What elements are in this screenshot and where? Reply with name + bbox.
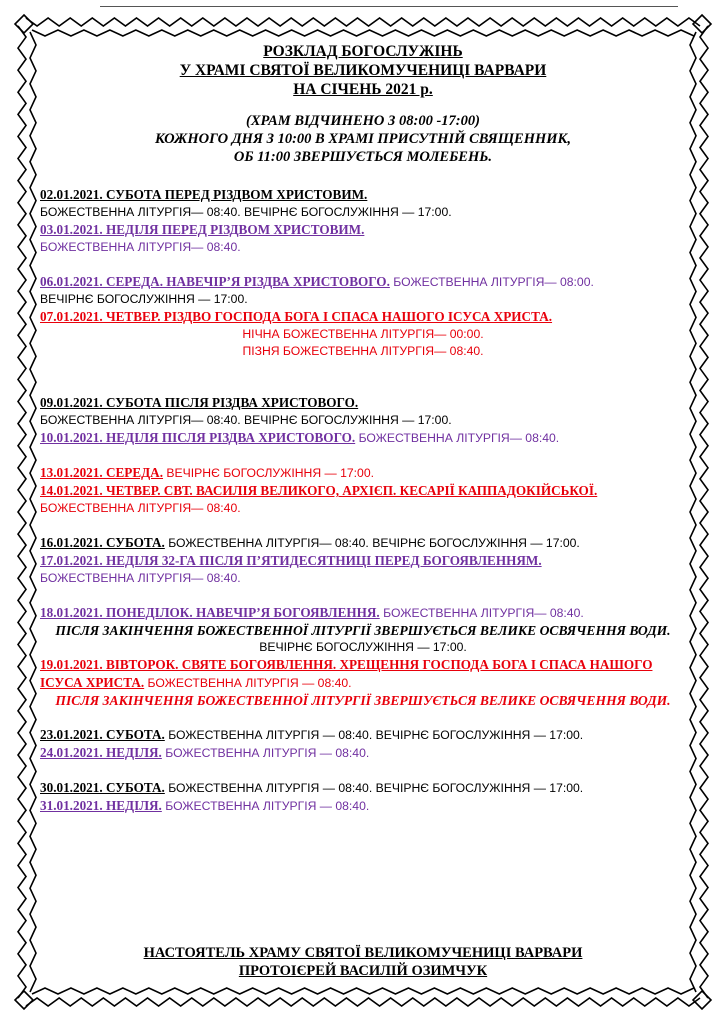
entry-services: БОЖЕСТВЕННА ЛІТУРГІЯ — 08:40. ВЕЧІРНЄ БОГОСЛУЖІННЯ — 17:00. bbox=[164, 728, 584, 742]
moleben-note: ОБ 11:00 ЗВЕРШУЄТЬСЯ МОЛЕБЕНЬ. bbox=[233, 149, 493, 165]
entry-10-01 bbox=[40, 429, 686, 447]
entry-services: БОЖЕСТВЕННА ЛІТУРГІЯ — 08:40. ВЕЧІРНЄ БОГОСЛУЖІННЯ — 17:00. bbox=[164, 781, 584, 795]
entry-17-01 bbox=[40, 552, 686, 570]
entry-07-01-late-liturgy: ПІЗНЯ БОЖЕСТВЕННА ЛІТУРГІЯ— 08:40. bbox=[242, 344, 484, 358]
entry-services: ВЕЧІРНЄ БОГОСЛУЖІННЯ — 17:00. bbox=[163, 466, 375, 480]
entry-services: БОЖЕСТВЕННА ЛІТУРГІЯ— 08:00. bbox=[389, 275, 594, 289]
entry-09-01-services: БОЖЕСТВЕННА ЛІТУРГІЯ— 08:40. ВЕЧІРНЄ БОГОСЛУЖІННЯ — 17:00. bbox=[40, 413, 452, 427]
entry-date: 14.01.2021. ЧЕТВЕР. СВТ. ВАСИЛІЯ ВЕЛИКОГО, АРХІЄП. КЕСАРІЇ КАППАДОКІЙСЬКОЇ. bbox=[40, 483, 598, 498]
entry-14-01-services: БОЖЕСТВЕННА ЛІТУРГІЯ— 08:40. bbox=[40, 501, 241, 515]
entry-07-01 bbox=[40, 308, 686, 326]
opening-hours: (ХРАМ ВІДЧИНЕНО З 08:00 -17:00) bbox=[246, 113, 480, 129]
entry-date: 31.01.2021. НЕДІЛЯ. bbox=[40, 798, 162, 813]
entry-date: 30.01.2021. СУБОТА. bbox=[40, 780, 165, 795]
priest-present-note: КОЖНОГО ДНЯ З 10:00 В ХРАМІ ПРИСУТНІЙ СВЯЩЕННИК, bbox=[154, 131, 572, 147]
entry-09-01 bbox=[40, 394, 686, 412]
entry-date: 03.01.2021. НЕДІЛЯ ПЕРЕД РІЗДВОМ ХРИСТОВИМ. bbox=[40, 222, 365, 237]
border-zigzag bbox=[32, 30, 694, 36]
border-zigzag bbox=[18, 26, 26, 998]
entry-date: 06.01.2021. СЕРЕДА. НАВЕЧІР’Я РІЗДВА ХРИСТОВОГО. bbox=[40, 274, 390, 289]
entry-date: 02.01.2021. СУБОТА ПЕРЕД РІЗДВОМ ХРИСТОВИМ. bbox=[40, 187, 368, 202]
entry-services: БОЖЕСТВЕННА ЛІТУРГІЯ — 08:40. bbox=[161, 799, 370, 813]
entry-23-01 bbox=[40, 726, 686, 744]
border-corner bbox=[693, 15, 711, 33]
border-zigzag bbox=[26, 18, 700, 26]
entry-date: 19.01.2021. ВІВТОРОК. СВЯТЕ БОГОЯВЛЕННЯ. ХРЕЩЕННЯ ГОСПОДА БОГА І СПАСА НАШОГО ІСУСА ХРИСТА. bbox=[40, 657, 653, 690]
month-title: НА СІЧЕНЬ 2021 р. bbox=[293, 81, 433, 98]
border-zigzag bbox=[30, 32, 36, 992]
border-corner bbox=[15, 15, 33, 33]
entry-date: 07.01.2021. ЧЕТВЕР. РІЗДВО ГОСПОДА БОГА І СПАСА НАШОГО ІСУСА ХРИСТА. bbox=[40, 309, 553, 324]
entry-07-01-night-liturgy: НІЧНА БОЖЕСТВЕННА ЛІТУРГІЯ— 00:00. bbox=[242, 327, 484, 341]
entry-services: БОЖЕСТВЕННА ЛІТУРГІЯ— 08:40. ВЕЧІРНЄ БОГОСЛУЖІННЯ — 17:00. bbox=[164, 536, 580, 550]
entry-16-01 bbox=[40, 534, 686, 552]
border-zigzag bbox=[26, 998, 700, 1006]
entry-02-01-services: БОЖЕСТВЕННА ЛІТУРГІЯ— 08:40. ВЕЧІРНЄ БОГОСЛУЖІННЯ — 17:00. bbox=[40, 205, 452, 219]
entry-services: БОЖЕСТВЕННА ЛІТУРГІЯ— 08:40. bbox=[355, 431, 560, 445]
entry-date: 09.01.2021. СУБОТА ПІСЛЯ РІЗДВА ХРИСТОВОГО. bbox=[40, 395, 359, 410]
entry-31-01 bbox=[40, 797, 686, 815]
entry-date: 10.01.2021. НЕДІЛЯ ПІСЛЯ РІЗДВА ХРИСТОВОГО. bbox=[40, 430, 356, 445]
border-corner bbox=[15, 991, 33, 1009]
entry-06-01 bbox=[40, 273, 686, 291]
entry-date: 23.01.2021. СУБОТА. bbox=[40, 727, 165, 742]
entry-18-01-vespers: ВЕЧІРНЄ БОГОСЛУЖІННЯ — 17:00. bbox=[259, 640, 467, 654]
entry-services: БОЖЕСТВЕННА ЛІТУРГІЯ — 08:40. bbox=[144, 676, 352, 690]
water-blessing-note-feast: ПІСЛЯ ЗАКІНЧЕННЯ БОЖЕСТВЕННОЇ ЛІТУРГІЇ ЗВЕРШУЄТЬСЯ ВЕЛИКЕ ОСВЯЧЕННЯ ВОДИ. bbox=[55, 693, 671, 708]
signature-block bbox=[40, 944, 686, 980]
page-title: РОЗКЛАД БОГОСЛУЖІНЬ bbox=[263, 43, 463, 60]
entry-03-01-services: БОЖЕСТВЕННА ЛІТУРГІЯ— 08:40. bbox=[40, 240, 241, 254]
entry-date: 24.01.2021. НЕДІЛЯ. bbox=[40, 745, 162, 760]
entry-18-01 bbox=[40, 604, 686, 622]
rector-title: НАСТОЯТЕЛЬ ХРАМУ СВЯТОЇ ВЕЛИКОМУЧЕНИЦІ ВАРВАРИ bbox=[143, 945, 583, 961]
entry-06-01-vespers: ВЕЧІРНЄ БОГОСЛУЖІННЯ — 17:00. bbox=[40, 292, 248, 306]
entry-19-01 bbox=[40, 656, 686, 692]
entry-14-01 bbox=[40, 482, 686, 500]
entry-30-01 bbox=[40, 779, 686, 797]
border-corner bbox=[693, 991, 711, 1009]
entry-services: БОЖЕСТВЕННА ЛІТУРГІЯ— 08:40. bbox=[379, 606, 584, 620]
entry-24-01 bbox=[40, 744, 686, 762]
water-blessing-note: ПІСЛЯ ЗАКІНЧЕННЯ БОЖЕСТВЕННОЇ ЛІТУРГІЇ ЗВЕРШУЄТЬСЯ ВЕЛИКЕ ОСВЯЧЕННЯ ВОДИ. bbox=[55, 623, 671, 638]
church-name: У ХРАМІ СВЯТОЇ ВЕЛИКОМУЧЕНИЦІ ВАРВАРИ bbox=[179, 62, 547, 79]
rector-name: ПРОТОІЄРЕЙ ВАСИЛІЙ ОЗИМЧУК bbox=[238, 963, 488, 979]
entry-services: БОЖЕСТВЕННА ЛІТУРГІЯ — 08:40. bbox=[161, 746, 370, 760]
entry-date: 18.01.2021. ПОНЕДІЛОК. НАВЕЧІР’Я БОГОЯВЛЕННЯ. bbox=[40, 605, 380, 620]
border-zigzag bbox=[700, 26, 708, 998]
entry-17-01-services: БОЖЕСТВЕННА ЛІТУРГІЯ— 08:40. bbox=[40, 571, 241, 585]
entry-date: 13.01.2021. СЕРЕДА. bbox=[40, 465, 164, 480]
schedule-body bbox=[40, 40, 686, 815]
border-zigzag bbox=[690, 32, 696, 992]
entry-02-01 bbox=[40, 186, 686, 204]
entry-date: 17.01.2021. НЕДІЛЯ 32-ГА ПІСЛЯ П’ЯТИДЕСЯТНИЦІ ПЕРЕД БОГОЯВЛЕННЯМ. bbox=[40, 553, 542, 568]
entry-03-01 bbox=[40, 221, 686, 239]
entry-date: 16.01.2021. СУБОТА. bbox=[40, 535, 165, 550]
border-zigzag bbox=[32, 988, 694, 994]
entry-13-01 bbox=[40, 464, 686, 482]
